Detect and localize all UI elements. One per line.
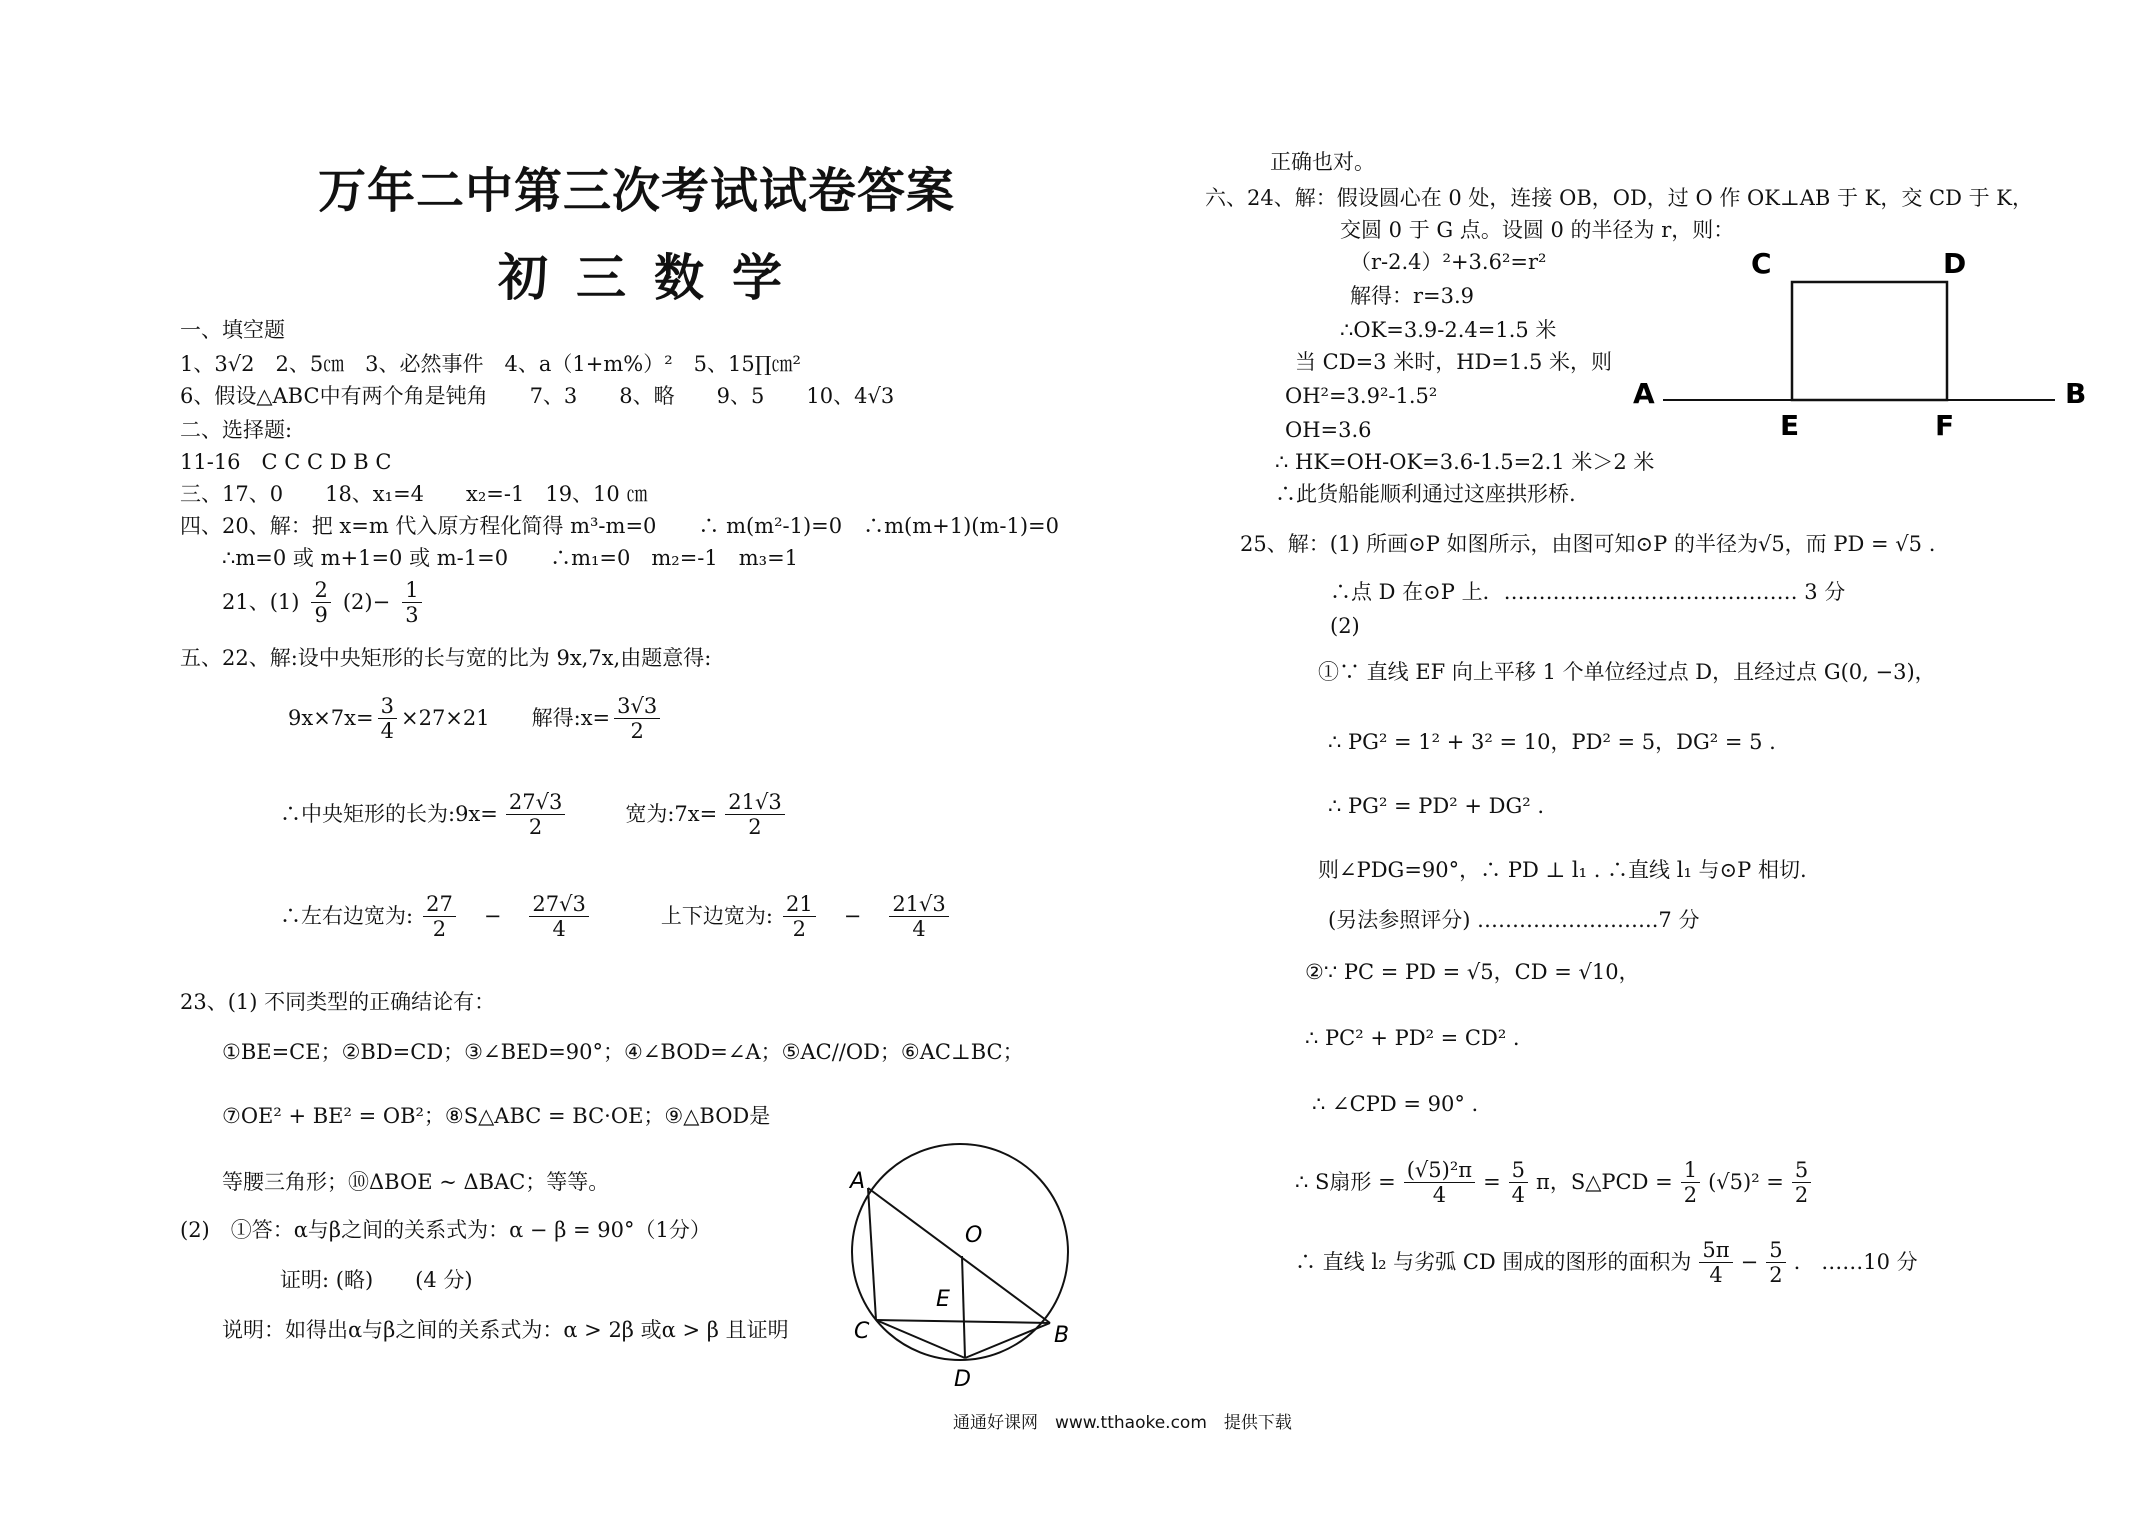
answer-line-23-list2: ⑦OE² + BE² = OB²；⑧S△ABC = BC·OE；⑨△BOD是 [222, 1104, 771, 1128]
answer-line-25g: 则∠PDG=90°，∴ PD ⊥ l₁ . ∴直线 l₁ 与⊙P 相切. [1318, 858, 1807, 882]
answer-line-24g: OH²=3.9²-1.5² [1285, 384, 1438, 408]
label-A: A [1633, 377, 1655, 410]
answer-line-1: 1、3√2 2、5㎝ 3、必然事件 4、a（1+m%）² 5、15∏㎝² [180, 352, 801, 376]
label-F: F [1935, 409, 1955, 442]
answer-line-24e: ∴OK=3.9-2.4=1.5 米 [1340, 318, 1557, 342]
answer-line-23-2: (2) ①答：α与β之间的关系式为：α − β = 90°（1分） [180, 1218, 711, 1242]
label-A: A [850, 1169, 866, 1194]
answer-line-6: ∴m=0 或 m+1=0 或 m-1=0 ∴m₁=0 m₂=-1 m₃=1 [222, 546, 799, 570]
answer-line-24b: 交圆 0 于 G 点。设圆 0 的半径为 r，则： [1340, 218, 1735, 242]
answer-line-3: 11-16 C C C D B C [180, 450, 392, 474]
equation-22b: ∴中央矩形的长为:9x= $\frac{27√3}{2}$ 宽为:7x= $\frac{21√3}{2}$ [280, 790, 789, 839]
answer-line-25c: (2) [1330, 614, 1360, 638]
label-B: B [2065, 377, 2087, 410]
answer-line-25d: ①∵ 直线 EF 向上平移 1 个单位经过点 D，且经过点 G(0, −3)， [1318, 660, 1936, 684]
label-C: C [854, 1319, 870, 1344]
circle-diagram [840, 1130, 1090, 1400]
answer-line-24c: （r-2.4）²+3.6²=r² [1350, 250, 1547, 274]
footer-credit: 通通好课网 www.tthaoke.com 提供下载 [953, 1413, 1292, 1433]
label-E: E [936, 1287, 950, 1312]
label-E: E [1780, 409, 1800, 442]
answer-line-22: 五、22、解:设中央矩形的长与宽的比为 9x,7x,由题意得: [180, 646, 712, 670]
answer-line-25b: ∴点 D 在⊙P 上．…………………………………… 3 分 [1330, 580, 1846, 604]
section-fill-in: 一、填空题 [180, 318, 285, 342]
answer-line-25j: ∴ PC² + PD² = CD² . [1305, 1026, 1520, 1050]
answer-line-24d: 解得：r=3.9 [1350, 284, 1475, 308]
bridge-diagram [1625, 235, 2095, 450]
equation-25-final: ∴ 直线 l₂ 与劣弧 CD 围成的图形的面积为 $\frac{5\pi}{4}$ − $\frac{5}{2}$ . ……10 分 [1295, 1238, 1918, 1288]
equation-22c: ∴左右边宽为: $\frac{27}{2}$ − $\frac{27√3}{4}$ 上下边宽为: $\frac{21}{2}$ − $\frac{21√3}{4}$ [280, 892, 953, 941]
label-O: O [965, 1223, 983, 1248]
answer-line-24f: 当 CD=3 米时，HD=1.5 米，则 [1295, 350, 1613, 374]
label-D: D [954, 1367, 971, 1392]
answer-line-25: 25、解：(1) 所画⊙P 如图所示，由图可知⊙P 的半径为√5，而 PD = √5 . [1240, 532, 1936, 556]
answer-line-25i: ②∵ PC = PD = √5，CD = √10， [1305, 960, 1640, 984]
answer-line-25h: (另法参照评分) ……………………..7 分 [1328, 908, 1700, 932]
answer-line-23-proof: 证明: (略) (4 分) [280, 1268, 473, 1292]
answer-line-21: 21、(1) $\frac{2}{9}$ (2)− $\frac{1}{3}$ [222, 578, 426, 627]
answer-line-23-list: ①BE=CE；②BD=CD；③∠BED=90°；④∠BOD=∠A；⑤AC//OD；⑥AC⊥BC； [222, 1040, 1024, 1064]
label-B: B [1054, 1323, 1070, 1348]
answer-line-25k: ∴ ∠CPD = 90° . [1312, 1092, 1479, 1116]
section-choice: 二、选择题: [180, 418, 293, 442]
answer-line-23-note: 说明：如得出α与β之间的关系式为：α > 2β 或α > β 且证明 [222, 1318, 789, 1342]
answer-line-r0: 正确也对。 [1270, 150, 1375, 174]
answer-line-24j: ∴此货船能顺利通过这座拱形桥. [1275, 482, 1576, 506]
answer-line-5: 四、20、解：把 x=m 代入原方程化简得 m³-m=0 ∴ m(m²-1)=0 ∴m(m+1)(m-1)=0 [180, 514, 1059, 538]
page-subtitle: 初三数学 [498, 248, 810, 307]
answer-line-2: 6、假设△ABC中有两个角是钝角 7、3 8、略 9、5 10、4√3 [180, 384, 895, 408]
answer-line-23: 23、(1) 不同类型的正确结论有： [180, 990, 496, 1014]
answer-line-24i: ∴ HK=OH-OK=3.6-1.5=2.1 米＞2 米 [1275, 450, 1655, 474]
answer-line-24h: OH=3.6 [1285, 418, 1372, 442]
label-D: D [1943, 247, 1967, 280]
answer-line-23-list3: 等腰三角形；⑩ΔBOE ~ ΔBAC；等等。 [222, 1170, 610, 1194]
answer-line-4: 三、17、0 18、x₁=4 x₂=-1 19、10 ㎝ [180, 482, 648, 506]
answer-line-25e: ∴ PG² = 1² + 3² = 10，PD² = 5，DG² = 5 . [1328, 730, 1776, 754]
equation-25-area: ∴ S扇形 = $\frac{\text{(√5)²π}}{4}$ = $\frac{5}{4}$ π，S△PCD = $\frac{1}{2}$ (√5)² = $\frac{5}{2}$ [1295, 1158, 1815, 1207]
answer-line-25f: ∴ PG² = PD² + DG² . [1328, 794, 1545, 818]
equation-22a: 9x×7x= $\frac{3}{4}$ ×27×21 解得:x= $\frac{3√3}{2}$ [288, 694, 664, 743]
answer-line-24: 六、24、解：假设圆心在 0 处，连接 OB，OD，过 O 作 OK⊥AB 于 K，交 CD 于 K， [1205, 186, 2033, 210]
label-C: C [1751, 247, 1772, 280]
page-title: 万年二中第三次考试试卷答案 [318, 163, 956, 219]
